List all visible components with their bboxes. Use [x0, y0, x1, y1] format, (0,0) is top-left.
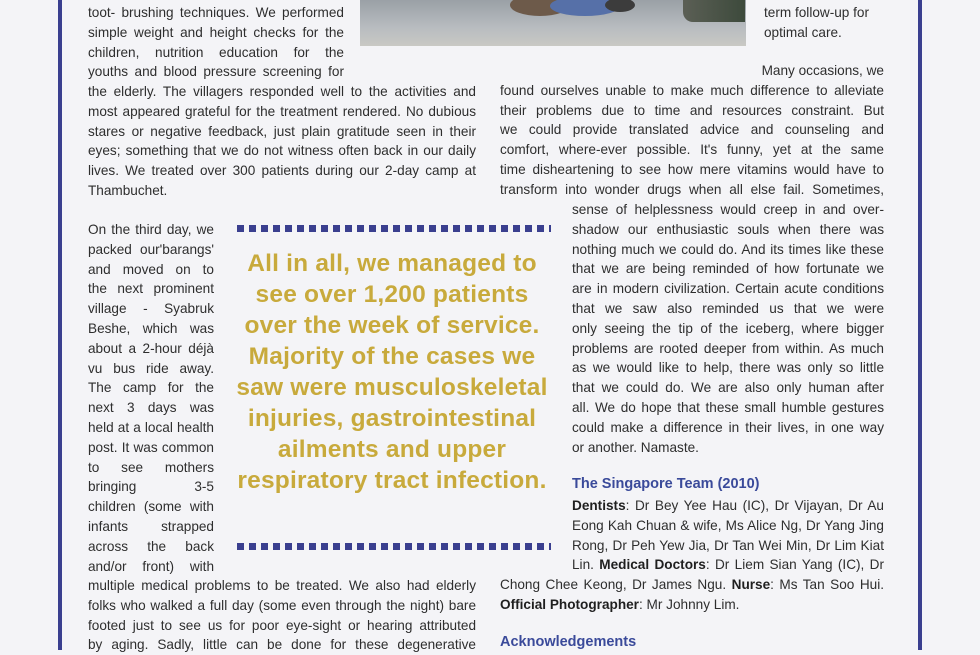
- text-line: their problems due to time and resources constraint. But: [500, 102, 884, 118]
- right-narrow: [572, 200, 884, 457]
- photo-figure: [605, 0, 635, 12]
- text-line: Thambuchet.: [88, 182, 168, 198]
- text-line: youths and blood pressure screening for: [88, 64, 344, 80]
- text-line: [500, 595, 884, 615]
- text-line: that we saw also reminded us that we were: [572, 300, 884, 316]
- text-line: nothing much we could do. And its times like these: [572, 241, 884, 257]
- text-line: folks who walked a full day (some even through the night) bare: [88, 597, 476, 613]
- text-line: found ourselves unable to make much difference to alleviate: [500, 82, 884, 98]
- text-line: [500, 575, 884, 595]
- text-line: comfort, where-ever possible. It's funny, yet at the same: [500, 142, 884, 158]
- text-line: or another. Namaste.: [572, 439, 699, 455]
- text-line: the elderly. The villagers responded well to the activities and: [88, 84, 476, 99]
- text-line: next 3 days was: [88, 400, 214, 416]
- dentists-label: Dentists: [572, 498, 626, 513]
- text-line: bringing 3-5: [88, 479, 214, 495]
- right-top: [764, 3, 894, 43]
- text-line: multiple medical problems to be treated. We also had elderly: [88, 578, 476, 593]
- photographer-text: : Mr Johnny Lim.: [638, 596, 740, 612]
- text-line: and moved on to: [88, 261, 214, 277]
- text-line: [572, 555, 884, 575]
- acknowledgements-heading: Acknowledgements: [500, 634, 637, 650]
- text-line: we could provide translated advice and counseling and: [500, 122, 884, 138]
- text-line: sense of helplessness would creep in and over-: [572, 202, 884, 217]
- text-line: the next prominent: [88, 281, 214, 297]
- text-line: Beshe, which was: [88, 320, 214, 336]
- col1-narrow: [88, 220, 214, 576]
- nurse-text: : Ms Tan Soo Hui.: [770, 577, 884, 592]
- col1-bottom: [88, 576, 476, 655]
- text-line: children, nutrition education for the: [88, 44, 344, 60]
- text-line: [572, 496, 884, 516]
- doctors-label: Medical Doctors: [599, 557, 706, 573]
- text-line: Eong Kah Chuan & wife, Ms Alice Ng, Dr Yang Jing: [572, 517, 884, 533]
- pull-quote-rule-top: [237, 225, 551, 232]
- text-line: On the third day, we: [88, 222, 214, 237]
- text-line: term follow-up for: [764, 5, 870, 20]
- text-line: as we would like to help, there was only so little: [572, 360, 884, 376]
- text-line: Rong, Dr Peh Yew Jia, Dr Tan Wei Min, Dr Lim Kiat: [572, 537, 884, 553]
- page-border-right: [918, 0, 922, 650]
- text-line: post. It was common: [88, 439, 214, 455]
- photographer-label: Official Photographer: [500, 596, 639, 612]
- doctors-text: : Dr Liem Sian Yang (IC), Dr: [705, 557, 885, 573]
- text-line: stares or negative feedback, just plain gratitude seen in their: [88, 123, 476, 139]
- dentists-text: Lin.: [572, 557, 594, 573]
- text-line: held at a local health: [88, 419, 214, 435]
- pull-quote: All in all, we managed to see over 1,200 patients over the week of service. Majority of the cases we saw were musculoskeletal injuries, gastrointestinal ailments and upper respiratory tract infection.: [236, 250, 548, 494]
- text-line: about a 2-hour déjà: [88, 340, 214, 356]
- col1-top: [88, 3, 344, 82]
- text-line: simple weight and height checks for the: [88, 24, 344, 40]
- text-line: infants strapped: [88, 518, 214, 534]
- text-line: and/or front) with: [88, 558, 214, 574]
- text-line: Many occasions, we: [761, 63, 884, 78]
- text-line: children (some with: [88, 499, 214, 515]
- col1-mid: [88, 82, 476, 201]
- nurse-label: Nurse: [731, 577, 771, 592]
- photo-corner: [683, 0, 745, 22]
- right-wide: [500, 61, 884, 200]
- text-line: village - Syabruk: [88, 301, 214, 317]
- text-line: The camp for the: [88, 380, 214, 396]
- dentists-text: : Dr Bey Yee Hau (IC), Dr Vijayan, Dr Au: [625, 498, 884, 513]
- text-line: by aging. Sadly, little can be done for these degenerative: [88, 637, 476, 653]
- text-line: most appeared grateful for the treatment rendered. No dubious: [88, 103, 476, 119]
- team-block-1: [572, 496, 884, 575]
- text-line: across the back: [88, 538, 214, 554]
- pull-quote-rule-bottom: [237, 543, 551, 550]
- team-block-2: [500, 575, 884, 615]
- text-line: transform into wonder drugs when all else fail. Sometimes,: [500, 181, 884, 197]
- text-line: time disheartening to see how mere vitamins would have to: [500, 161, 884, 177]
- text-line: all. We do hope that these small humble gestures: [572, 399, 884, 415]
- text-line: could make a difference in their lives, in one way: [572, 419, 884, 435]
- page-border-left: [58, 0, 62, 650]
- text-line: only seeing the tip of the iceberg, where bigger: [572, 320, 884, 336]
- text-line: eyes; something that we do not witness often back in our daily: [88, 143, 476, 159]
- text-line: packed our'barangs': [88, 241, 214, 257]
- team-heading: The Singapore Team (2010): [572, 476, 760, 492]
- text-line: vu bus ride away.: [88, 360, 214, 376]
- text-line: that we are being reminded of how fortunate we: [572, 261, 884, 277]
- text-line: shadow our enthusiastic souls when there was: [572, 221, 884, 237]
- text-line: footed just to see us for poor eye-sight or hearing attributed: [88, 617, 476, 633]
- text-line: toot- brushing techniques. We performed: [88, 5, 344, 20]
- text-line: optimal care.: [764, 24, 842, 40]
- text-line: to see mothers: [88, 459, 214, 475]
- text-line: lives. We treated over 300 patients during our 2-day camp at: [88, 163, 476, 179]
- text-line: problems are rooted deeper from within. As much: [572, 340, 884, 356]
- text-line: that we could do. We are also only human after: [572, 380, 884, 396]
- doctors-text: Chong Chee Keong, Dr James Ngu.: [500, 577, 727, 592]
- text-line: are in modern civilization. Certain acute conditions: [572, 281, 884, 297]
